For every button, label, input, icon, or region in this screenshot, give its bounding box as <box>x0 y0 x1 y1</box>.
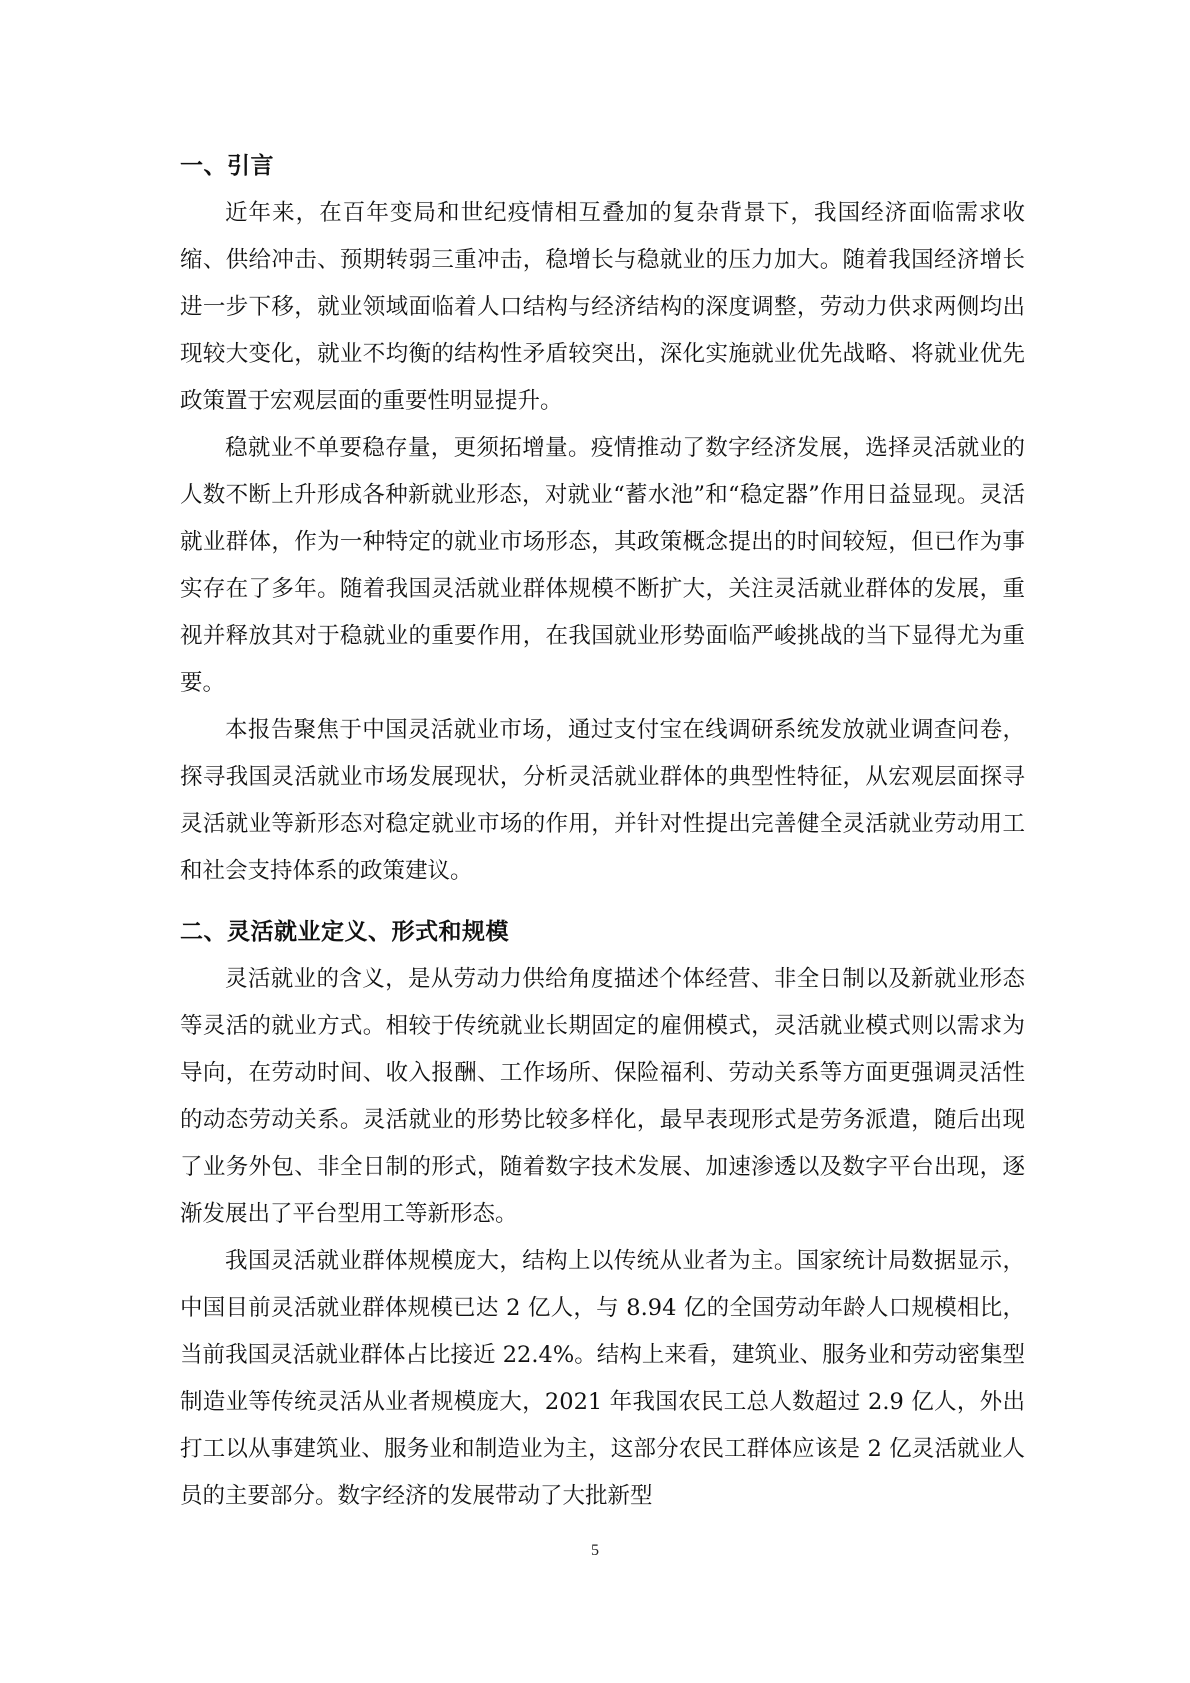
document-body <box>180 143 1025 1520</box>
paragraph-intro-1: 近年来，在百年变局和世纪疫情相互叠加的复杂背景下，我国经济面临需求收缩、供给冲击、预期转弱三重冲击，稳增长与稳就业的压力加大。随着我国经济增长进一步下移，就业领域面临着人口结构与经济结构的深度调整，劳动力供求两侧均出现较大变化，就业不均衡的结构性矛盾较突出，深化实施就业优先战略、将就业优先政策置于宏观层面的重要性明显提升。 <box>180 200 1025 414</box>
section-heading-introduction: 一、引言 <box>180 153 274 179</box>
section-heading-definition: 二、灵活就业定义、形式和规模 <box>180 919 509 945</box>
paragraph-definition-2: 我国灵活就业群体规模庞大，结构上以传统从业者为主。国家统计局数据显示，中国目前灵活就业群体规模已达 2 亿人，与 8.94 亿的全国劳动年龄人口规模相比，当前我国灵活就业群体占比接近 22.4%。结构上来看，建筑业、服务业和劳动密集型制造业等传统灵活从业者规模庞大，2021 年我国农民工总人数超过 2.9 亿人，外出打工以从事建筑业、服务业和制造业为主，这部分农民工群体应该是 2 亿灵活就业人员的主要部分。数字经济的发展带动了大批新型 <box>180 1248 1025 1509</box>
paragraph-intro-2: 稳就业不单要稳存量，更须拓增量。疫情推动了数字经济发展，选择灵活就业的人数不断上升形成各种新就业形态，对就业“蓄水池”和“稳定器”作用日益显现。灵活就业群体，作为一种特定的就业市场形态，其政策概念提出的时间较短，但已作为事实存在了多年。随着我国灵活就业群体规模不断扩大，关注灵活就业群体的发展，重视并释放其对于稳就业的重要作用，在我国就业形势面临严峻挑战的当下显得尤为重要。 <box>180 435 1025 696</box>
page-number: 5 <box>591 1542 599 1559</box>
section-spacer <box>180 895 1025 909</box>
paragraph-intro-3: 本报告聚焦于中国灵活就业市场，通过支付宝在线调研系统发放就业调查问卷，探寻我国灵活就业市场发展现状，分析灵活就业群体的典型性特征，从宏观层面探寻灵活就业等新形态对稳定就业市场的作用，并针对性提出完善健全灵活就业劳动用工和社会支持体系的政策建议。 <box>180 717 1025 884</box>
paragraph-definition-1: 灵活就业的含义，是从劳动力供给角度描述个体经营、非全日制以及新就业形态等灵活的就业方式。相较于传统就业长期固定的雇佣模式，灵活就业模式则以需求为导向，在劳动时间、收入报酬、工作场所、保险福利、劳动关系等方面更强调灵活性的动态劳动关系。灵活就业的形势比较多样化，最早表现形式是劳务派遣，随后出现了业务外包、非全日制的形式，随着数字技术发展、加速渗透以及数字平台出现，逐渐发展出了平台型用工等新形态。 <box>180 966 1025 1227</box>
